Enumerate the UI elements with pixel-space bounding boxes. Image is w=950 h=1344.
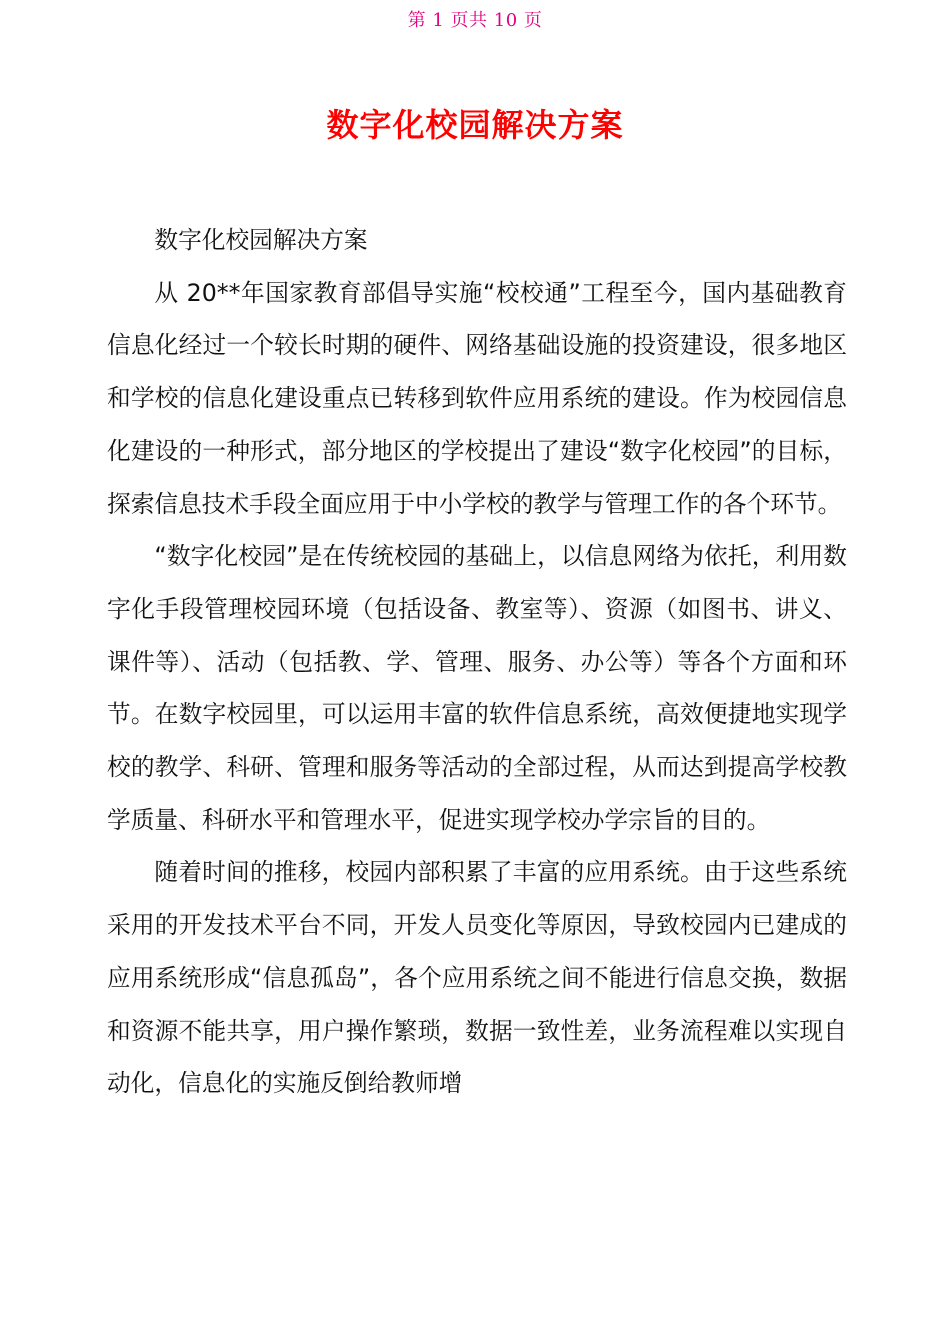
page-indicator: 第 1 页共 10 页 bbox=[407, 10, 543, 31]
paragraph-2: “数字化校园”是在传统校园的基础上，以信息网络为依托，利用数字化手段管理校园环境（包括设备、教室等）、资源（如图书、讲义、课件等）、活动（包括教、学、管理、服务、办公等）等各个方面和环节。在数字校园里，可以运用丰富的软件信息系统，高效便捷地实现学校的教学、科研、管理和服务等活动的全部过程，从而达到提高学校教学质量、科研水平和管理水平，促进实现学校办学宗旨的目的。 bbox=[107, 542, 847, 834]
document-body bbox=[107, 214, 847, 1110]
paragraph-1: 从 20**年国家教育部倡导实施“校校通”工程至今，国内基础教育信息化经过一个较长时期的硬件、网络基础设施的投资建设，很多地区和学校的信息化建设重点已转移到软件应用系统的建设。作为校园信息化建设的一种形式，部分地区的学校提出了建设“数字化校园”的目标，探索信息技术手段全面应用于中小学校的教学与管理工作的各个环节。 bbox=[107, 278, 847, 518]
paragraph-3: 随着时间的推移，校园内部积累了丰富的应用系统。由于这些系统采用的开发技术平台不同，开发人员变化等原因，导致校园内已建成的应用系统形成“信息孤岛”，各个应用系统之间不能进行信息交换，数据和资源不能共享，用户操作繁琐，数据一致性差，业务流程难以实现自动化，信息化的实施反倒给教师增 bbox=[107, 858, 847, 1098]
document-title: 数字化校园解决方案 bbox=[326, 106, 624, 144]
document-subtitle: 数字化校园解决方案 bbox=[154, 226, 368, 254]
